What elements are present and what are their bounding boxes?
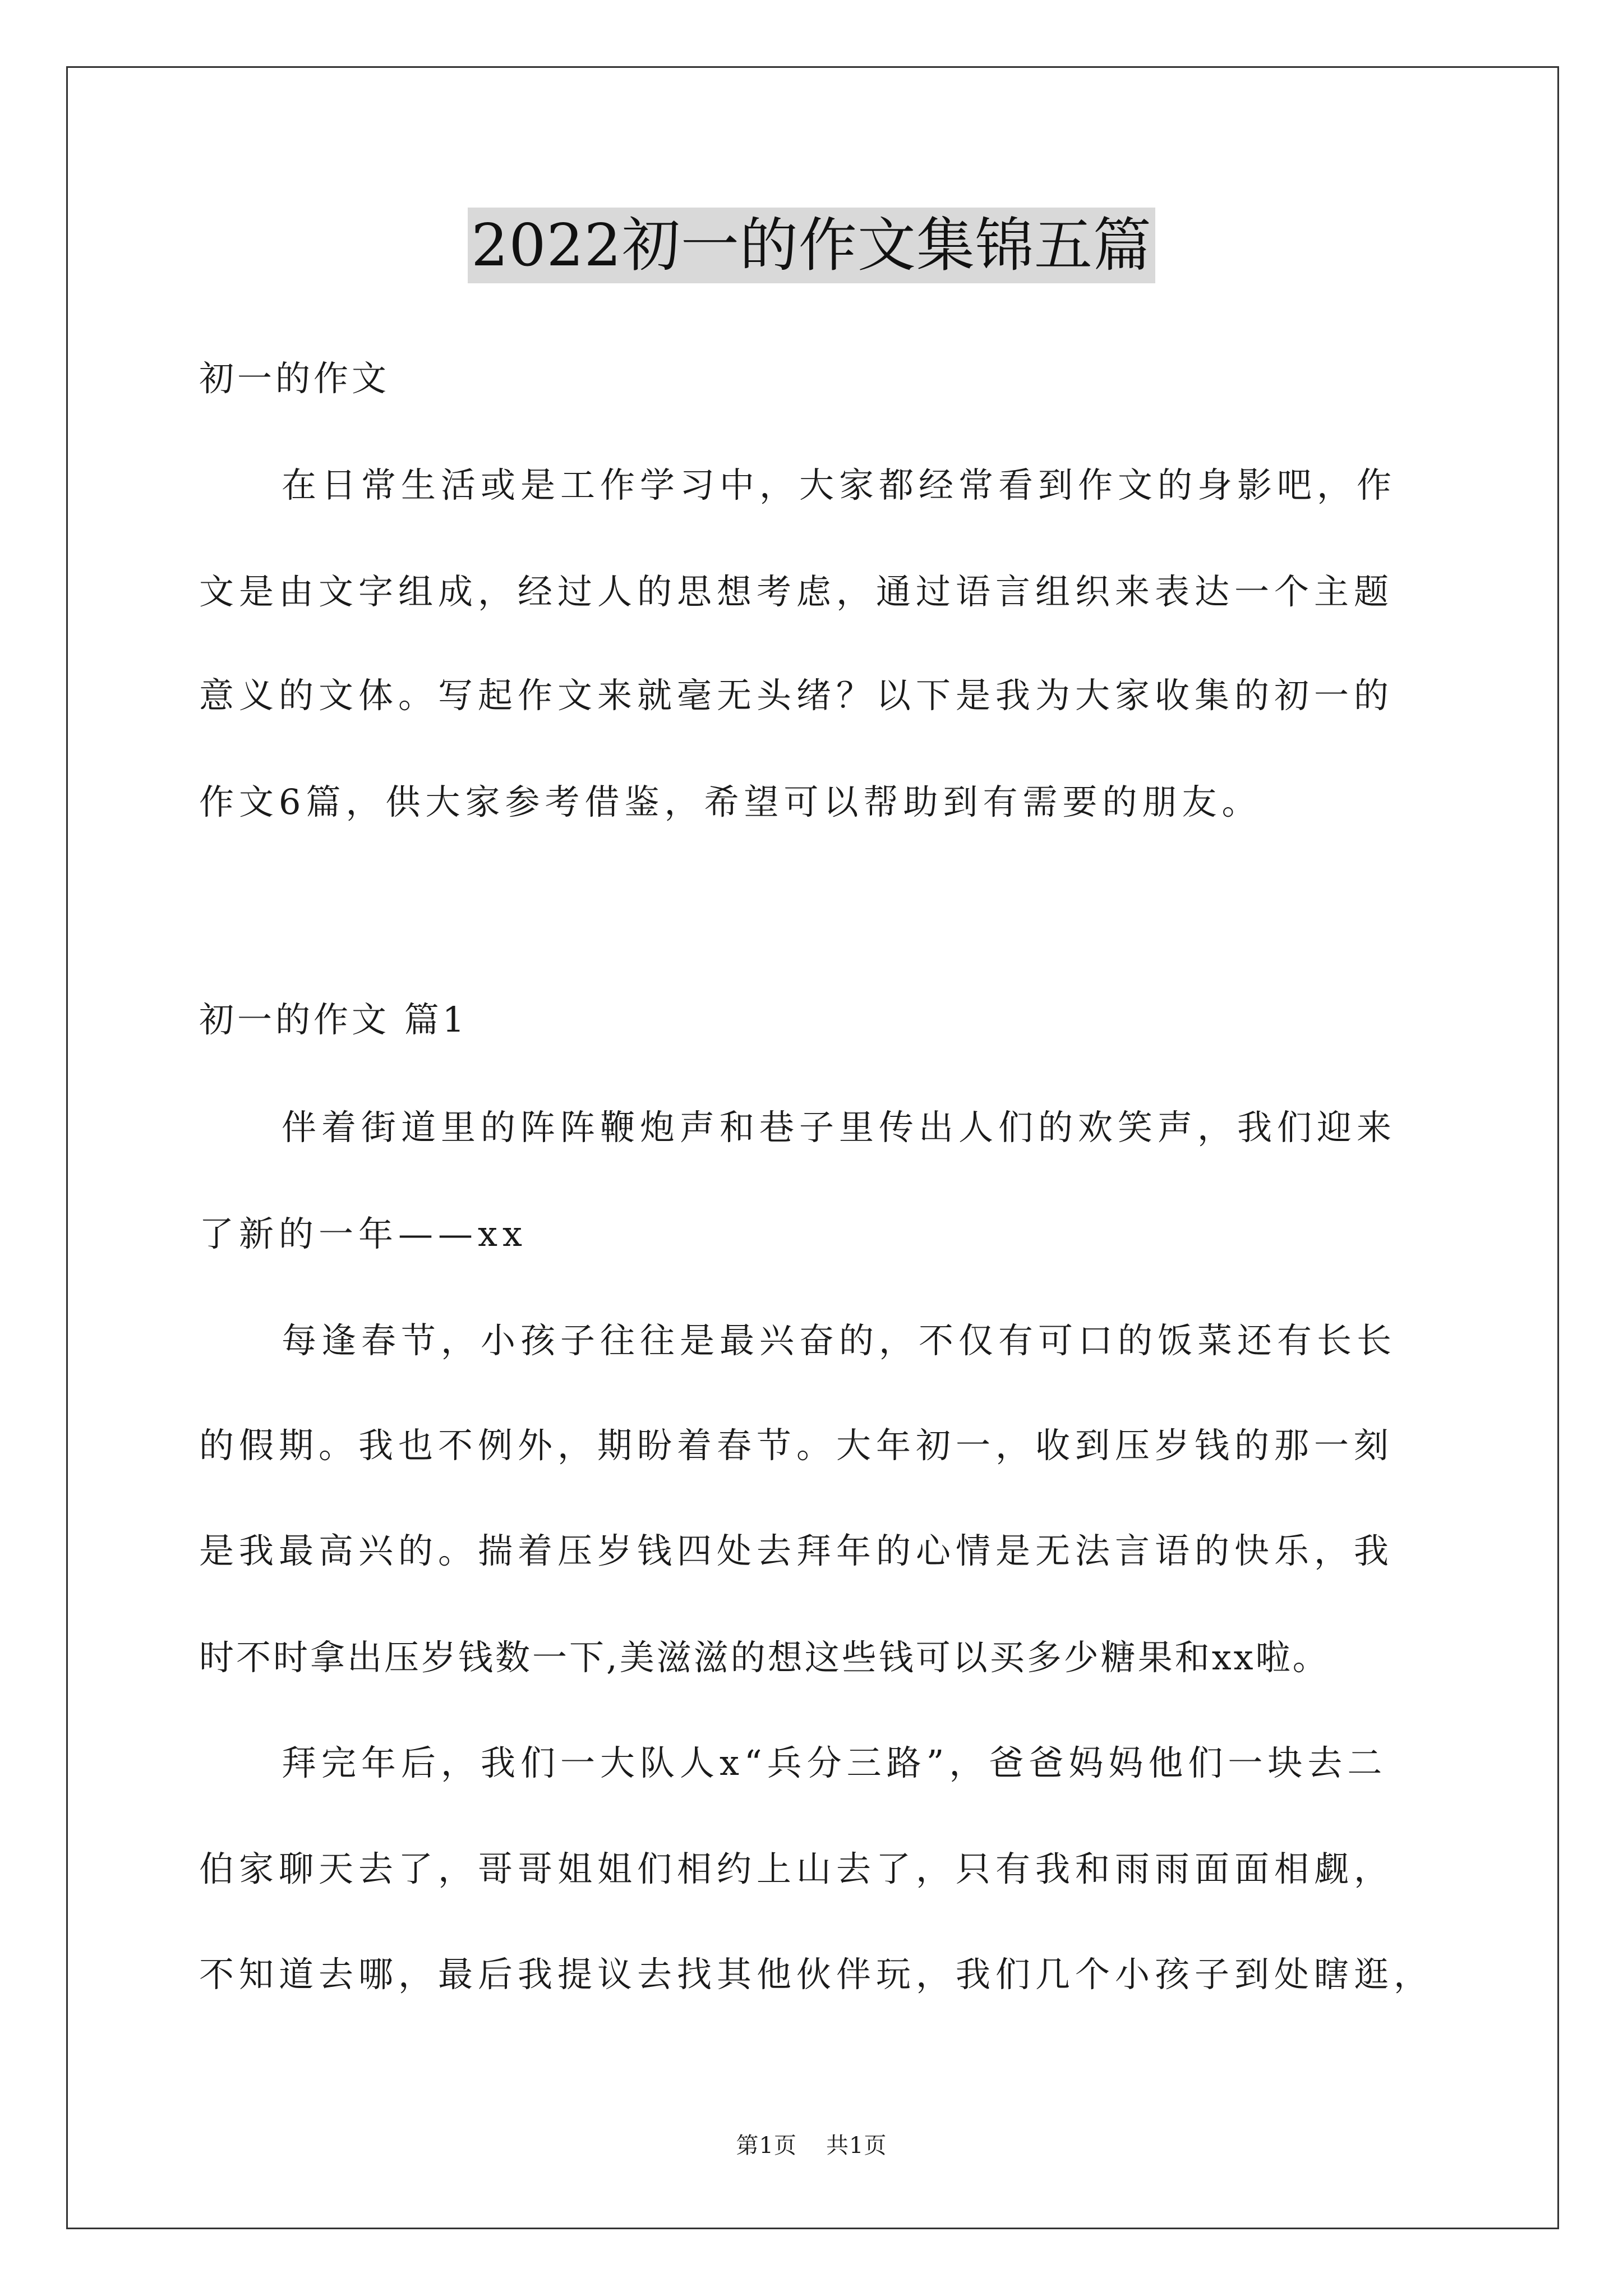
intro-line-3: 意义的文体。写起作文来就毫无头绪？以下是我为大家收集的初一的 <box>199 675 1394 716</box>
page-number: 第1页 <box>736 2133 797 2159</box>
section-1-line-1: 伴着街道里的阵阵鞭炮声和巷子里传出人们的欢笑声，我们迎来 <box>282 1107 1397 1148</box>
page-footer <box>0 2132 1623 2160</box>
intro-heading: 初一的作文 <box>199 358 390 399</box>
section-1-line-3: 每逢春节，小孩子往往是最兴奋的，不仅有可口的饭菜还有长长 <box>282 1320 1397 1361</box>
section-1-line-5: 是我最高兴的。揣着压岁钱四处去拜年的心情是无法言语的快乐，我 <box>199 1530 1394 1571</box>
title-block <box>0 208 1623 283</box>
section-1-line-9: 不知道去哪，最后我提议去找其他伙伴玩，我们几个小孩子到处瞎逛， <box>199 1954 1434 1995</box>
intro-line-2: 文是由文字组成，经过人的思想考虑，通过语言组织来表达一个主题 <box>199 571 1394 612</box>
section-1-line-2: 了新的一年——xx <box>199 1213 527 1254</box>
section-1-line-6: 时不时拿出压岁钱数一下,美滋滋的想这些钱可以买多少糖果和xx啦。 <box>199 1637 1330 1678</box>
section-1-line-7: 拜完年后，我们一大队人x“兵分三路”，爸爸妈妈他们一块去二 <box>282 1742 1387 1783</box>
section-1-heading: 初一的作文 篇1 <box>199 999 468 1040</box>
intro-line-4: 作文6篇，供大家参考借鉴，希望可以帮助到有需要的朋友。 <box>199 781 1262 822</box>
intro-line-1: 在日常生活或是工作学习中，大家都经常看到作文的身影吧，作 <box>282 464 1397 505</box>
document-title: 2022初一的作文集锦五篇 <box>468 208 1155 283</box>
section-1-line-8: 伯家聊天去了，哥哥姐姐们相约上山去了，只有我和雨雨面面相觑， <box>199 1848 1394 1889</box>
total-pages: 共1页 <box>826 2133 887 2159</box>
section-1-line-4: 的假期。我也不例外，期盼着春节。大年初一，收到压岁钱的那一刻 <box>199 1425 1394 1466</box>
